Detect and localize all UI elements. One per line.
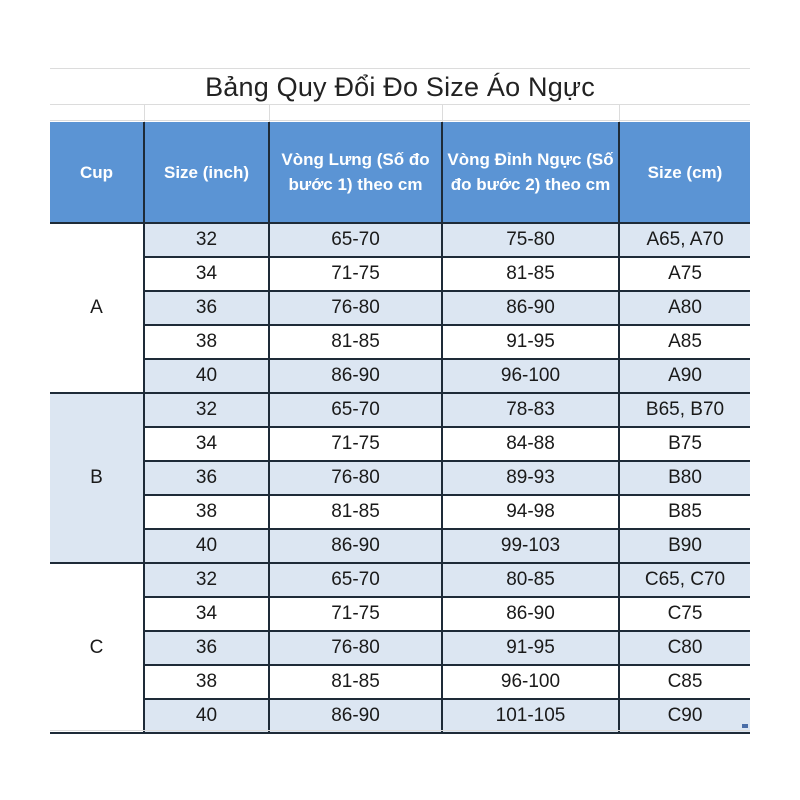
cup-cell: A (50, 223, 144, 393)
table-row (50, 631, 750, 665)
bust-cell: 101-105 (442, 699, 619, 733)
spreadsheet-area (50, 68, 750, 732)
band-cell: 81-85 (269, 495, 442, 529)
table-row (50, 699, 750, 733)
resize-handle-icon (742, 724, 748, 728)
size-inch-cell: 34 (144, 427, 269, 461)
size-cm-cell: C85 (619, 665, 750, 699)
bust-cell: 81-85 (442, 257, 619, 291)
size-cm-cell: A85 (619, 325, 750, 359)
band-cell: 86-90 (269, 529, 442, 563)
band-cell: 86-90 (269, 359, 442, 393)
table-row (50, 257, 750, 291)
size-cm-cell: B65, B70 (619, 393, 750, 427)
gridline (619, 104, 620, 122)
size-cm-cell: B75 (619, 427, 750, 461)
size-inch-cell: 40 (144, 359, 269, 393)
bust-cell: 75-80 (442, 223, 619, 257)
band-cell: 71-75 (269, 257, 442, 291)
size-cm-cell: B90 (619, 529, 750, 563)
band-cell: 76-80 (269, 631, 442, 665)
header-band: Vòng Lưng (Số đo bước 1) theo cm (269, 122, 442, 223)
size-cm-cell: C80 (619, 631, 750, 665)
bust-cell: 99-103 (442, 529, 619, 563)
bust-cell: 91-95 (442, 631, 619, 665)
table-body (50, 223, 750, 733)
bust-cell: 96-100 (442, 665, 619, 699)
gridline (269, 104, 270, 122)
size-conversion-table (50, 122, 750, 734)
gridline (442, 104, 443, 122)
size-inch-cell: 32 (144, 563, 269, 597)
size-cm-cell: A80 (619, 291, 750, 325)
table-row (50, 291, 750, 325)
table-row (50, 461, 750, 495)
gridline (144, 104, 145, 122)
band-cell: 76-80 (269, 461, 442, 495)
table-row (50, 393, 750, 427)
band-cell: 71-75 (269, 427, 442, 461)
size-inch-cell: 40 (144, 699, 269, 733)
bust-cell: 94-98 (442, 495, 619, 529)
size-inch-cell: 34 (144, 597, 269, 631)
gridline (50, 104, 750, 105)
size-cm-cell: C75 (619, 597, 750, 631)
header-bust: Vòng Đỉnh Ngực (Số đo bước 2) theo cm (442, 122, 619, 223)
bust-cell: 86-90 (442, 291, 619, 325)
band-cell: 65-70 (269, 393, 442, 427)
size-cm-cell: B85 (619, 495, 750, 529)
header-size-inch: Size (inch) (144, 122, 269, 223)
table-row (50, 359, 750, 393)
bust-cell: 80-85 (442, 563, 619, 597)
table-row (50, 665, 750, 699)
size-cm-cell: C90 (619, 699, 750, 733)
table-row (50, 495, 750, 529)
size-cm-cell: A75 (619, 257, 750, 291)
header-row (50, 122, 750, 223)
band-cell: 65-70 (269, 563, 442, 597)
bust-cell: 86-90 (442, 597, 619, 631)
band-cell: 65-70 (269, 223, 442, 257)
band-cell: 71-75 (269, 597, 442, 631)
cup-cell: C (50, 563, 144, 733)
size-cm-cell: B80 (619, 461, 750, 495)
size-inch-cell: 40 (144, 529, 269, 563)
band-cell: 86-90 (269, 699, 442, 733)
bust-cell: 91-95 (442, 325, 619, 359)
table-row (50, 325, 750, 359)
size-inch-cell: 36 (144, 291, 269, 325)
header-cup: Cup (50, 122, 144, 223)
size-inch-cell: 34 (144, 257, 269, 291)
band-cell: 81-85 (269, 325, 442, 359)
header-size-cm: Size (cm) (619, 122, 750, 223)
size-inch-cell: 36 (144, 461, 269, 495)
table-row (50, 427, 750, 461)
bust-cell: 89-93 (442, 461, 619, 495)
table-row (50, 223, 750, 257)
table-row (50, 563, 750, 597)
bust-cell: 84-88 (442, 427, 619, 461)
size-cm-cell: A90 (619, 359, 750, 393)
table-title: Bảng Quy Đổi Đo Size Áo Ngực (205, 72, 595, 102)
size-inch-cell: 38 (144, 325, 269, 359)
size-inch-cell: 38 (144, 495, 269, 529)
gridline (50, 120, 750, 121)
bust-cell: 78-83 (442, 393, 619, 427)
gridline (50, 730, 750, 731)
size-cm-cell: A65, A70 (619, 223, 750, 257)
bust-cell: 96-100 (442, 359, 619, 393)
band-cell: 76-80 (269, 291, 442, 325)
size-cm-cell: C65, C70 (619, 563, 750, 597)
size-inch-cell: 32 (144, 223, 269, 257)
size-inch-cell: 36 (144, 631, 269, 665)
cup-cell: B (50, 393, 144, 563)
table-row (50, 597, 750, 631)
band-cell: 81-85 (269, 665, 442, 699)
size-inch-cell: 38 (144, 665, 269, 699)
table-row (50, 529, 750, 563)
size-inch-cell: 32 (144, 393, 269, 427)
